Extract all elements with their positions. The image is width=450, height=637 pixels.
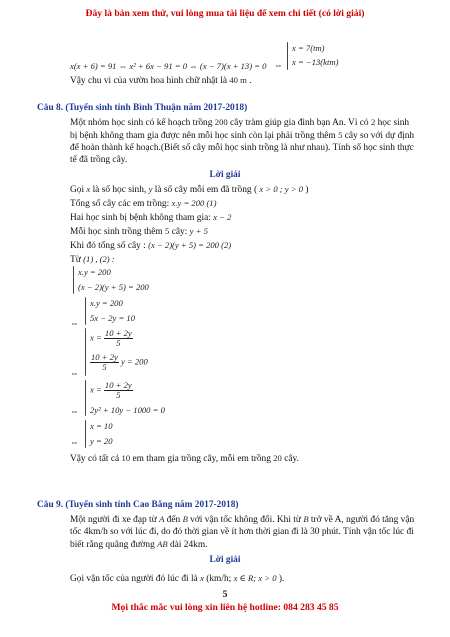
problem-number: 2: [370, 117, 376, 127]
number: 20: [273, 453, 282, 463]
text: Gọi vận tốc của người đó lúc đi là: [70, 574, 198, 584]
denominator: 5: [116, 390, 121, 400]
solution-line-4: [70, 225, 208, 238]
var-x: x: [86, 184, 91, 194]
question-9-solution-line-1: [70, 572, 284, 585]
equation-line: [70, 60, 266, 73]
system-2-row-2: 5x − 2y = 10: [90, 313, 136, 323]
text: Mỗi học sinh trồng thêm: [70, 227, 163, 237]
system-1-brace: [73, 266, 74, 294]
text: dài 24km.: [169, 540, 208, 550]
text: em tham gia trồng cây, mỗi em trồng: [132, 454, 271, 464]
hotline-footer: Mọi thắc mắc vui lòng xin liên hệ hotline: 084 283 45 85: [111, 602, 339, 613]
problem-number: 200: [214, 117, 228, 127]
preview-banner: Đây là bản xem thử, vui lòng mua tài liệu để xem chi tiết (có lời giải): [85, 8, 365, 19]
system-5-brace: [85, 420, 86, 448]
question-8-problem: [70, 116, 415, 166]
conclusion-value: 40 m: [229, 75, 247, 85]
problem-text: cây so với dự định để hoàn thành kế hoạch.(Biết số cây mỗi học sinh trồng là như nhau). Tính số học sinh thực tế đã trồng cây.: [70, 131, 415, 165]
text: Khi đó tổng số cây :: [70, 241, 146, 251]
text: ): [305, 185, 309, 195]
solution-line-5: [70, 239, 231, 252]
equivalence-arrow: ⇔: [70, 368, 79, 378]
text: Từ: [70, 255, 81, 265]
text: đến: [166, 515, 181, 525]
segment-ab: AB: [157, 539, 168, 549]
text: Tổng số cây các em trồng:: [70, 199, 170, 209]
system-3-brace: [85, 328, 86, 376]
numerator: 10 + 2y: [91, 352, 118, 362]
expression: y + 5: [189, 226, 208, 236]
text: trở về A, người đó tăng vận tốc 4km/h so với lúc đi, do đó thời gian về ít hơn thời gian đi là 30 phút. Tính vận tốc lúc đi biết rằng quãng đường: [70, 515, 415, 550]
system-5-row-1: x = 10: [90, 421, 113, 431]
case-solution-2: x = −13(ktm): [292, 57, 339, 67]
conclusion-text: Vậy chu vi của vườn hoa hình chữ nhật là: [70, 76, 228, 86]
fraction: [90, 353, 119, 372]
expression: x − 2: [213, 212, 232, 222]
fraction: [104, 329, 133, 348]
system-4-brace: [85, 380, 86, 416]
denominator: 5: [116, 338, 121, 348]
solution-line-2: [70, 197, 216, 210]
point-b: B: [182, 514, 188, 524]
condition: x > 0 ; y > 0: [259, 184, 303, 194]
numerator: 10 + 2y: [104, 328, 132, 338]
rhs: y = 200: [120, 356, 148, 367]
system-4-row-2: 2y² + 10y − 1000 = 0: [90, 405, 165, 415]
solution-line-6: [70, 253, 115, 266]
point-b: B: [303, 514, 309, 524]
question-8-heading: Câu 8. (Tuyển sinh tỉnh Bình Thuận năm 2017-2018): [37, 103, 248, 113]
text: ).: [278, 574, 285, 584]
text: (km/h;: [206, 574, 232, 584]
problem-number: 5: [338, 130, 343, 140]
conclusion-suffix: .: [249, 76, 252, 86]
case-solution-1: x = 7(tm): [292, 43, 325, 53]
text: là số học sinh,: [92, 185, 147, 195]
text: Gọi: [70, 185, 85, 195]
text: Vậy có tất cả: [70, 454, 120, 464]
var-y: y: [148, 184, 153, 194]
equation: x(x + 6) = 91 ⇔ x² + 6x − 91 = 0 ⇔ (x − 7)(x + 13) = 0: [70, 61, 267, 71]
question-8-solution-label: Lời giải: [209, 170, 241, 180]
fraction: [104, 381, 133, 400]
problem-text: cây tràm giúp gia đình bạn An. Vì có: [230, 118, 369, 128]
equation-2: (x − 2)(y + 5) = 200 (2): [148, 240, 232, 250]
case-brace: [287, 42, 288, 70]
system-3-row-1: [90, 329, 133, 348]
solution-line-3: [70, 211, 231, 224]
text: cây.: [284, 454, 299, 464]
text: cây:: [171, 227, 188, 237]
equation-1: x.y = 200 (1): [171, 198, 217, 208]
equivalence-arrow: ⇔: [70, 406, 79, 416]
question-9-solution-label: Lời giải: [209, 555, 241, 565]
system-2-row-1: x.y = 200: [90, 298, 123, 308]
lhs: x =: [90, 332, 102, 343]
question-9-problem: [70, 513, 415, 551]
system-1-row-1: x.y = 200: [78, 267, 111, 277]
problem-text: học sinh bị bệnh không tham gia được nên mỗi học sinh còn lại phải trồng thêm: [70, 118, 410, 141]
question-8-conclusion: [70, 452, 299, 465]
text: Hai học sinh bị bệnh không tham gia:: [70, 213, 211, 223]
denominator: 5: [102, 362, 107, 372]
system-3-row-2: [90, 353, 148, 372]
system-1-row-2: (x − 2)(y + 5) = 200: [78, 282, 149, 292]
solution-line-1: [70, 183, 308, 196]
text: là số cây mỗi em đã trồng (: [154, 185, 258, 195]
number: 10: [121, 453, 131, 463]
system-2-brace: [85, 297, 86, 325]
condition: x ∈ R; x > 0: [233, 573, 277, 583]
point-a: A: [159, 514, 165, 524]
numerator: 10 + 2y: [104, 380, 132, 390]
equivalence-arrow: ⇔: [274, 60, 283, 70]
question-9-heading: Câu 9. (Tuyển sinh tỉnh Cao Bằng năm 2017-2018): [37, 500, 239, 510]
text: với vận tốc không đổi. Khi từ: [190, 515, 301, 525]
var-x: x: [200, 573, 204, 583]
lhs: x =: [90, 384, 102, 395]
equation-refs: (1) , (2) :: [83, 254, 115, 264]
perimeter-conclusion: [70, 74, 251, 87]
page-number: 5: [222, 590, 228, 600]
number: 5: [165, 226, 170, 236]
problem-text: Một nhóm học sinh có kế hoạch trồng: [70, 118, 213, 128]
equivalence-arrow: ⇔: [70, 437, 79, 447]
system-5-row-2: y = 20: [90, 436, 113, 446]
text: Một người đi xe đạp từ: [70, 515, 157, 525]
system-4-row-1: [90, 381, 133, 400]
equivalence-arrow: ⇔: [70, 318, 79, 328]
